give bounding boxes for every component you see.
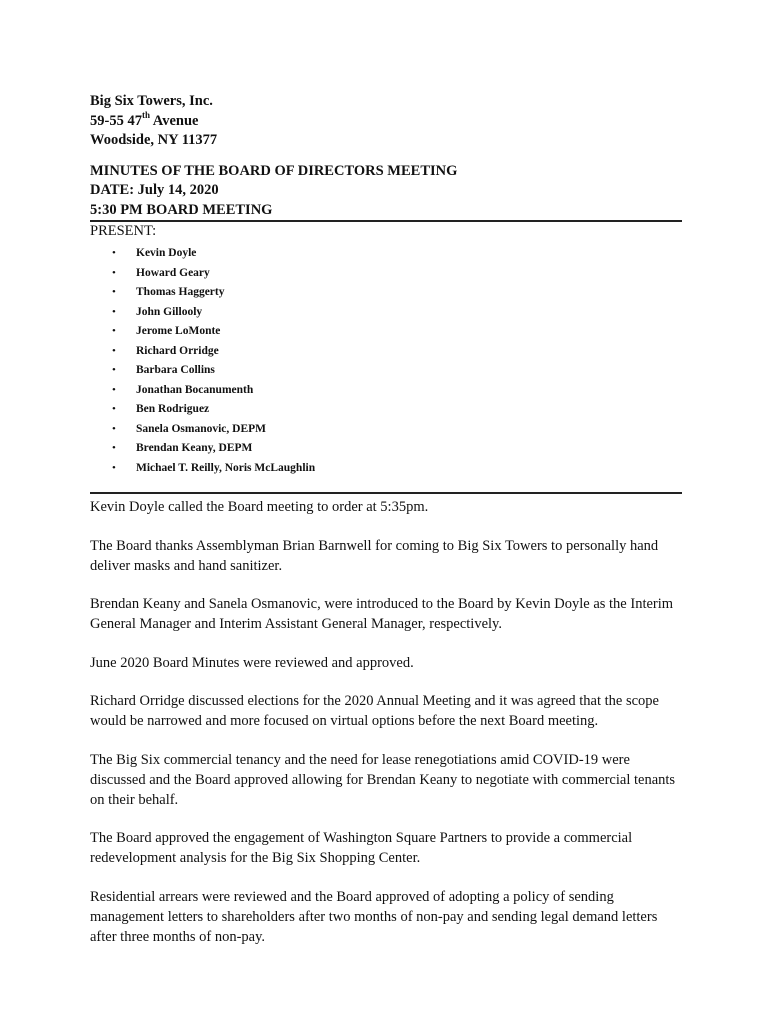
list-item <box>90 283 682 303</box>
attendee-name: Jerome LoMonte <box>136 325 221 337</box>
minutes-paragraph-prior-minutes: June 2020 Board Minutes were reviewed and approved. <box>90 654 414 671</box>
bullet-icon: • <box>112 383 116 396</box>
minutes-paragraph-thanks: The Board thanks Assemblyman Brian Barnwell for coming to Big Six Towers to personally hand deliver masks and hand sanitizer. <box>90 537 659 574</box>
minutes-paragraph-elections: Richard Orridge discussed elections for the 2020 Annual Meeting and it was agreed that the scope would be narrowed and more focused on virtual options before the next Board meeting. <box>90 693 659 729</box>
street-address <box>90 109 682 132</box>
list-item <box>90 342 682 362</box>
bullet-icon: • <box>112 344 116 357</box>
attendee-name: Richard Orridge <box>136 344 219 357</box>
list-item <box>90 244 682 264</box>
minutes-paragraph-arrears: Residential arrears were reviewed and the Board approved of adopting a policy of sending management letters to shareholders after two months of non-pay and sending legal demand letters after three months of non-pay. <box>90 888 658 945</box>
attendee-name: John Gillooly <box>136 305 203 318</box>
bullet-icon: • <box>112 461 116 474</box>
attendee-list <box>90 244 682 478</box>
address-street: Avenue <box>149 112 199 129</box>
attendee-name: Kevin Doyle <box>136 247 197 259</box>
attendee-name: Sanela Osmanovic, DEPM <box>136 422 267 435</box>
list-item <box>90 361 682 381</box>
attendee-name: Thomas Haggerty <box>136 286 225 298</box>
meeting-time: 5:30 PM BOARD MEETING <box>90 201 273 218</box>
company-name: Big Six Towers, Inc. <box>90 93 213 109</box>
bullet-icon: • <box>112 442 116 454</box>
city-state-zip: Woodside, NY 11377 <box>90 132 218 148</box>
minutes-body <box>90 497 682 947</box>
divider-bottom <box>90 492 682 494</box>
list-item <box>90 322 682 342</box>
meeting-date: DATE: July 14, 2020 <box>90 182 219 198</box>
minutes-paragraph-call-to-order: Kevin Doyle called the Board meeting to order at 5:35pm. <box>90 499 429 515</box>
list-item <box>90 400 682 420</box>
list-item <box>90 381 682 401</box>
list-item <box>90 303 682 323</box>
bullet-icon: • <box>112 422 116 435</box>
attendee-name: Barbara Collins <box>136 364 215 376</box>
list-item <box>90 264 682 284</box>
bullet-icon: • <box>112 247 116 259</box>
meeting-header <box>90 162 682 221</box>
address-ordinal-suffix: th <box>141 109 150 120</box>
bullet-icon: • <box>112 403 116 415</box>
meeting-title: MINUTES OF THE BOARD OF DIRECTORS MEETING <box>90 162 458 179</box>
attendee-name: Michael T. Reilly, Noris McLaughlin <box>136 461 316 474</box>
list-item <box>90 420 682 440</box>
attendee-name: Ben Rodriguez <box>136 403 210 415</box>
document-page <box>90 92 682 947</box>
minutes-paragraph-redevelopment: The Board approved the engagement of Washington Square Partners to provide a commercial redevelopment analysis for the Big Six Shopping Center. <box>90 830 633 866</box>
minutes-paragraph-introductions: Brendan Keany and Sanela Osmanovic, were introduced to the Board by Kevin Doyle as the Interim General Manager and Interim Assistant General Manager, respectively. <box>90 596 674 632</box>
bullet-icon: • <box>112 305 116 318</box>
organization-header <box>90 92 682 151</box>
attendee-name: Jonathan Bocanumenth <box>136 383 254 396</box>
attendee-name: Brendan Keany, DEPM <box>136 442 253 454</box>
list-item <box>90 439 682 459</box>
bullet-icon: • <box>112 286 116 298</box>
bullet-icon: • <box>112 364 116 376</box>
present-label: PRESENT: <box>90 223 157 239</box>
bullet-icon: • <box>112 325 116 337</box>
list-item <box>90 459 682 479</box>
bullet-icon: • <box>112 266 116 279</box>
address-number: 59-55 47 <box>90 112 142 129</box>
minutes-paragraph-commercial-tenancy: The Big Six commercial tenancy and the need for lease renegotiations amid COVID-19 were discussed and the Board approved allowing for Brendan Keany to negotiate with commercial tenants on their behalf. <box>90 751 676 808</box>
attendee-name: Howard Geary <box>136 266 210 279</box>
